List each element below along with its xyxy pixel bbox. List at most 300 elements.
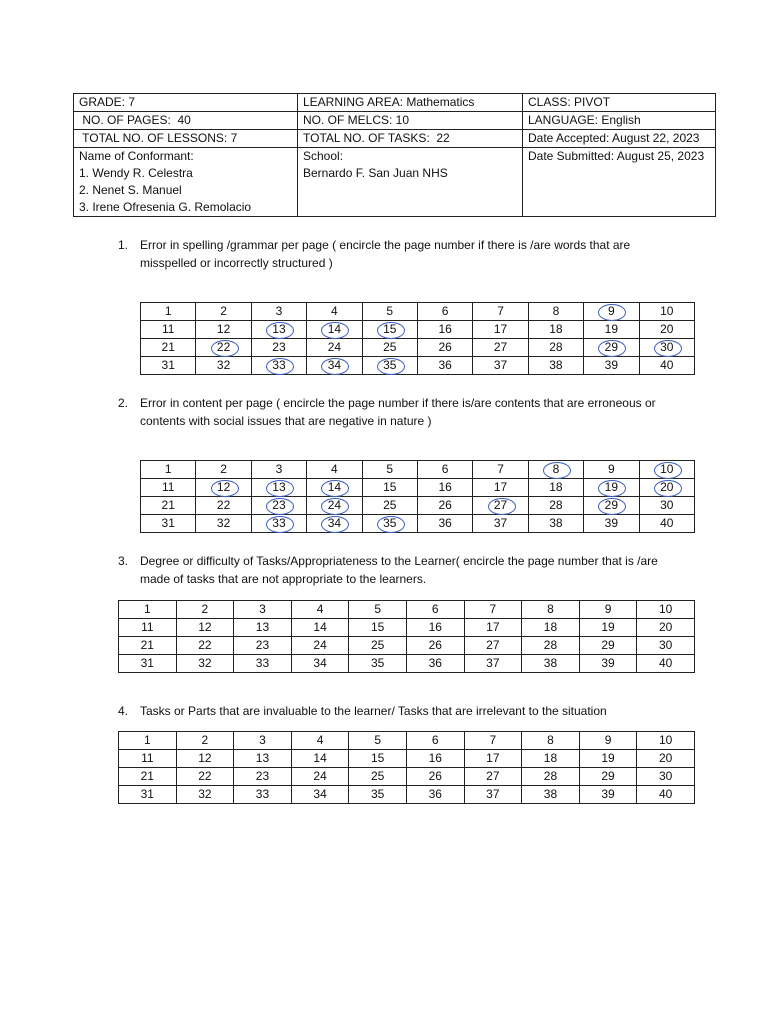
page-number: 6: [431, 733, 439, 747]
header-row: [74, 94, 716, 112]
page-number-cell: [473, 303, 528, 321]
page-number-cell: [234, 768, 292, 786]
page-number: 28: [543, 638, 558, 652]
page-number: 11: [161, 322, 175, 336]
page-number-cell: [464, 786, 522, 804]
circled-page-number: [251, 479, 306, 497]
page-number-cell: [528, 303, 583, 321]
page-number: 38: [549, 358, 563, 372]
page-number-cell: [176, 768, 234, 786]
question-text: Error in content per page ( encircle the page number if there is/are contents that are erroneous or contents with social issues that are negative in nature ): [140, 396, 656, 428]
page-number-cell: [522, 619, 580, 637]
page-number: 40: [658, 656, 673, 670]
circled-page-number: [251, 515, 306, 533]
page-number: 7: [497, 304, 504, 318]
page-number: 28: [543, 769, 558, 783]
page-number: 38: [543, 787, 558, 801]
page-number: 37: [493, 516, 508, 530]
page-number-cell: [522, 768, 580, 786]
page-number: 35: [370, 656, 385, 670]
page-number-cell: [464, 655, 522, 673]
page-number-cell: [119, 768, 177, 786]
circled-page-number: [307, 357, 362, 375]
grid-row: [119, 619, 695, 637]
page-number-cell: [234, 637, 292, 655]
page-number-cell: [579, 619, 637, 637]
page-number: 17: [493, 480, 508, 494]
page-number-cell: [528, 339, 583, 357]
page-number: 33: [255, 787, 270, 801]
page-number-cell: [528, 479, 583, 497]
circled-page-number: [584, 497, 639, 515]
page-number-grid-2: [140, 460, 695, 533]
page-number: 21: [140, 769, 154, 783]
page-number: 10: [660, 462, 674, 476]
page-number-cell: [176, 619, 234, 637]
page-number: 2: [220, 304, 227, 318]
page-number: 4: [316, 733, 324, 747]
page-number-cell: [417, 461, 472, 479]
circled-page-number: [584, 339, 639, 357]
page-number-cell: [417, 479, 472, 497]
page-number: 31: [161, 516, 175, 530]
page-number-cell: [141, 515, 196, 533]
learning-area-cell: LEARNING AREA: Mathematics: [298, 94, 523, 112]
page-number: 27: [486, 769, 500, 783]
page-number-cell: [176, 786, 234, 804]
page-number-cell: [141, 497, 196, 515]
page-number: 25: [370, 638, 385, 652]
page-number: 29: [604, 498, 618, 512]
page-number: 13: [255, 620, 270, 634]
grid-row: [141, 339, 695, 357]
page-number-cell: [579, 786, 637, 804]
question-number: 4.: [118, 704, 129, 718]
page-number: 19: [601, 751, 615, 765]
page-number: 17: [486, 620, 500, 634]
page-number: 11: [141, 751, 154, 765]
page-number: 22: [198, 769, 212, 783]
page-number-cell: [291, 768, 349, 786]
page-number-cell: [473, 479, 528, 497]
circled-page-number: [196, 339, 251, 357]
question-text: Degree or difficulty of Tasks/Appropriateness to the Learner( encircle the page number that is /are made of tasks that are not appropriate to the learners.: [140, 554, 658, 586]
page-number-cell: [196, 515, 251, 533]
conformant-name: 3. Irene Ofresenia G. Remolacio: [79, 200, 252, 214]
page-number-cell: [522, 786, 580, 804]
page-number-cell: [251, 461, 306, 479]
conformant-name: 2. Nenet S. Manuel: [79, 183, 182, 197]
page-number: 4: [316, 602, 324, 616]
date-submitted: Date Submitted: August 25, 2023: [528, 149, 705, 163]
page-number-cell: [251, 303, 306, 321]
page-number: 1: [143, 602, 151, 616]
circled-page-number: [307, 479, 362, 497]
grid-row: [119, 655, 695, 673]
page-number: 3: [259, 733, 266, 747]
page-number: 37: [486, 656, 500, 670]
page-number-cell: [639, 515, 694, 533]
page-number: 21: [161, 498, 175, 512]
page-number: 34: [327, 516, 342, 530]
page-number: 23: [255, 769, 270, 783]
page-number: 14: [313, 751, 327, 765]
page-number-cell: [522, 732, 580, 750]
page-number: 13: [272, 322, 286, 336]
page-number-cell: [291, 750, 349, 768]
date-submitted-cell: [523, 148, 716, 217]
page-number: 11: [161, 480, 175, 494]
page-number: 30: [658, 769, 673, 783]
question-text: Error in spelling /grammar per page ( encircle the page number if there is /are words that are misspelled or incorrectly structured ): [140, 238, 631, 270]
page-number: 28: [549, 498, 563, 512]
question-text: Tasks or Parts that are invaluable to the learner/ Tasks that are irrelevant to the situation: [140, 704, 607, 718]
page-number: 18: [549, 480, 563, 494]
page-number-cell: [362, 303, 417, 321]
page-number: 8: [552, 462, 560, 476]
grid-row: [119, 768, 695, 786]
circled-page-number: [251, 321, 306, 339]
page-number-cell: [291, 619, 349, 637]
page-number-cell: [639, 321, 694, 339]
page-number: 40: [660, 358, 674, 372]
school-name: Bernardo F. San Juan NHS: [303, 166, 448, 180]
melcs-cell: NO. OF MELCS: 10: [298, 112, 523, 130]
question-number: 3.: [118, 554, 129, 568]
page-number-cell: [464, 619, 522, 637]
page-number-cell: [417, 497, 472, 515]
page-number: 34: [327, 358, 342, 372]
page-number-cell: [637, 732, 695, 750]
page-number: 28: [549, 340, 563, 354]
page-number-cell: [406, 655, 464, 673]
page-number: 19: [601, 620, 615, 634]
page-number: 3: [259, 602, 266, 616]
page-number: 19: [604, 322, 618, 336]
page-number: 16: [428, 620, 442, 634]
page-number: 5: [374, 602, 382, 616]
page-number: 39: [604, 516, 618, 530]
page-number: 3: [275, 462, 283, 476]
page-number-cell: [119, 601, 177, 619]
page-number: 18: [543, 620, 558, 634]
page-number-cell: [349, 768, 407, 786]
page-number: 35: [370, 787, 385, 801]
page-number-grid-4: [118, 731, 695, 804]
class-cell: CLASS: PIVOT: [523, 94, 716, 112]
page-number: 15: [370, 751, 385, 765]
page-number-cell: [579, 637, 637, 655]
page-number-cell: [141, 357, 196, 375]
circled-page-number: [307, 321, 362, 339]
page-number: 20: [660, 322, 674, 336]
page-number: 12: [198, 751, 212, 765]
page-number-cell: [417, 357, 472, 375]
page-number-cell: [291, 732, 349, 750]
page-number: 23: [272, 498, 286, 512]
page-number-cell: [196, 357, 251, 375]
page-number: 1: [164, 462, 172, 476]
page-number-cell: [119, 655, 177, 673]
circled-page-number: [251, 357, 306, 375]
page-number-cell: [234, 601, 292, 619]
page-number-cell: [473, 339, 528, 357]
grid-row: [141, 497, 695, 515]
page-number-cell: [579, 601, 637, 619]
page-number-cell: [362, 479, 417, 497]
page-number-cell: [141, 303, 196, 321]
circled-page-number: [473, 497, 528, 515]
question-2: [118, 394, 678, 430]
page-number-cell: [528, 515, 583, 533]
page-number: 30: [660, 498, 674, 512]
grade-cell: GRADE: 7: [74, 94, 298, 112]
page-number: 24: [313, 638, 327, 652]
page-number-cell: [406, 601, 464, 619]
page-number-cell: [349, 786, 407, 804]
page-number: 1: [164, 304, 172, 318]
page-number: 38: [543, 656, 558, 670]
page-number: 24: [313, 769, 327, 783]
page-number-cell: [291, 637, 349, 655]
page-number-cell: [637, 768, 695, 786]
page-number: 27: [486, 638, 500, 652]
page-number: 34: [313, 656, 327, 670]
school-label: School:: [303, 149, 344, 163]
conformant-cell: [74, 148, 298, 217]
page-number-cell: [196, 461, 251, 479]
page-number: 31: [161, 358, 175, 372]
page-number: 39: [604, 358, 618, 372]
grid-row: [119, 750, 695, 768]
page-number: 14: [327, 480, 342, 494]
page-number: 16: [438, 480, 452, 494]
page-number-cell: [584, 461, 639, 479]
page-number-cell: [349, 601, 407, 619]
page-number: 26: [438, 340, 452, 354]
page-number: 1: [143, 733, 151, 747]
page-number-cell: [349, 750, 407, 768]
page-number-cell: [196, 497, 251, 515]
page-number: 36: [428, 787, 442, 801]
page-number: 15: [383, 480, 397, 494]
page-number: 32: [216, 358, 231, 372]
page-number: 29: [601, 638, 615, 652]
page-number-cell: [528, 321, 583, 339]
page-number: 24: [327, 498, 342, 512]
page-number: 31: [140, 656, 154, 670]
page-number: 12: [216, 322, 231, 336]
tasks-cell: TOTAL NO. OF TASKS: 22: [298, 130, 523, 148]
page-number-cell: [584, 515, 639, 533]
page-number: 15: [383, 322, 397, 336]
page-number: 20: [658, 620, 673, 634]
circled-page-number: [362, 515, 417, 533]
circled-page-number: [584, 303, 639, 321]
page-number: 20: [660, 480, 674, 494]
page-number: 5: [386, 462, 394, 476]
page-number: 22: [198, 638, 212, 652]
page-number-cell: [464, 637, 522, 655]
page-number-cell: [473, 357, 528, 375]
page-number: 22: [216, 498, 231, 512]
page-number: 12: [216, 480, 231, 494]
page-number: 32: [198, 787, 212, 801]
page-number: 26: [428, 638, 442, 652]
circled-page-number: [528, 461, 583, 479]
page-number: 23: [272, 340, 286, 354]
page-number: 27: [493, 498, 508, 512]
grid-row: [141, 515, 695, 533]
question-number: 1.: [118, 238, 129, 252]
question-3: [118, 552, 678, 588]
page-number-cell: [637, 619, 695, 637]
page-number: 7: [497, 462, 504, 476]
lessons-cell: TOTAL NO. OF LESSONS: 7: [74, 130, 298, 148]
page-number-cell: [349, 619, 407, 637]
page-number: 33: [272, 358, 286, 372]
page-number: 35: [383, 516, 397, 530]
page-number-cell: [522, 601, 580, 619]
page-number-cell: [528, 497, 583, 515]
page-number-cell: [307, 303, 362, 321]
page-number: 17: [486, 751, 500, 765]
page-number-cell: [417, 515, 472, 533]
grid-row: [141, 303, 695, 321]
page-number-cell: [234, 655, 292, 673]
page-number: 26: [438, 498, 452, 512]
page-number: 10: [658, 733, 673, 747]
page-number-cell: [349, 655, 407, 673]
page-number: 36: [438, 516, 452, 530]
page-number: 13: [255, 751, 270, 765]
date-accepted-cell: Date Accepted: August 22, 2023: [523, 130, 716, 148]
circled-page-number: [639, 461, 694, 479]
page-number: 7: [489, 602, 497, 616]
page-number: 10: [660, 304, 674, 318]
page-number-cell: [234, 619, 292, 637]
page-number: 27: [493, 340, 508, 354]
page-number: 15: [370, 620, 385, 634]
page-number-cell: [406, 768, 464, 786]
page-number-cell: [406, 732, 464, 750]
page-number: 33: [272, 516, 286, 530]
page-number-cell: [522, 655, 580, 673]
page-number-cell: [234, 786, 292, 804]
page-number: 36: [428, 656, 442, 670]
page-number-grid-3: [118, 600, 695, 673]
page-number-cell: [141, 479, 196, 497]
question-4: [118, 702, 678, 720]
page-number: 25: [383, 340, 397, 354]
page-number-cell: [464, 768, 522, 786]
page-number: 35: [383, 358, 397, 372]
grid-row: [119, 637, 695, 655]
page-number-cell: [349, 637, 407, 655]
page-number-cell: [234, 750, 292, 768]
question-1: [118, 236, 678, 272]
page-number-cell: [141, 339, 196, 357]
page-number-cell: [639, 303, 694, 321]
page-number-cell: [464, 750, 522, 768]
page-number: 40: [658, 787, 673, 801]
page-number: 24: [327, 340, 342, 354]
page-number: 14: [313, 620, 327, 634]
grid-row: [141, 479, 695, 497]
page-number: 30: [658, 638, 673, 652]
page-number: 25: [370, 769, 385, 783]
page-number-cell: [176, 750, 234, 768]
page-number-cell: [291, 786, 349, 804]
language-cell: LANGUAGE: English: [523, 112, 716, 130]
circled-page-number: [639, 479, 694, 497]
circled-page-number: [639, 339, 694, 357]
page-number-cell: [639, 357, 694, 375]
page-number: 10: [658, 602, 673, 616]
page-number-cell: [362, 497, 417, 515]
page-number-cell: [141, 321, 196, 339]
page-number-cell: [362, 339, 417, 357]
page-number: 9: [607, 462, 615, 476]
page-number-cell: [579, 768, 637, 786]
page-number-cell: [417, 303, 472, 321]
page-number: 6: [431, 602, 439, 616]
page-number-cell: [637, 750, 695, 768]
page-number: 32: [216, 516, 231, 530]
page-number: 22: [216, 340, 231, 354]
page-number-cell: [307, 461, 362, 479]
grid-row: [141, 321, 695, 339]
page-number: 29: [601, 769, 615, 783]
page-number: 9: [607, 304, 615, 318]
page-number-cell: [406, 619, 464, 637]
page-number-cell: [406, 750, 464, 768]
page-number: 20: [658, 751, 673, 765]
page-number-cell: [176, 637, 234, 655]
header-info-table: [73, 93, 716, 217]
page-number: 8: [552, 304, 560, 318]
page-number: 39: [601, 656, 615, 670]
page-number: 3: [275, 304, 283, 318]
page-number-cell: [473, 461, 528, 479]
page-number-cell: [119, 637, 177, 655]
circled-page-number: [307, 515, 362, 533]
page-number-cell: [639, 497, 694, 515]
page-number-cell: [473, 515, 528, 533]
page-number: 12: [198, 620, 212, 634]
circled-page-number: [307, 497, 362, 515]
page-number-cell: [579, 732, 637, 750]
page-number-grid-1: [140, 302, 695, 375]
page-number: 38: [549, 516, 563, 530]
page-number-cell: [307, 339, 362, 357]
page-number: 4: [331, 304, 338, 318]
page-number-cell: [579, 655, 637, 673]
page-number: 5: [386, 304, 394, 318]
page-number: 37: [486, 787, 500, 801]
page-number-cell: [637, 786, 695, 804]
page-number-cell: [464, 601, 522, 619]
page-number-cell: [464, 732, 522, 750]
page-number-cell: [119, 619, 177, 637]
conformant-name: 1. Wendy R. Celestra: [79, 166, 193, 180]
page-number-cell: [176, 655, 234, 673]
page-number: 17: [493, 322, 508, 336]
page-number: 16: [428, 751, 442, 765]
page-number: 9: [604, 733, 612, 747]
page-number-cell: [362, 461, 417, 479]
page-number: 25: [383, 498, 397, 512]
